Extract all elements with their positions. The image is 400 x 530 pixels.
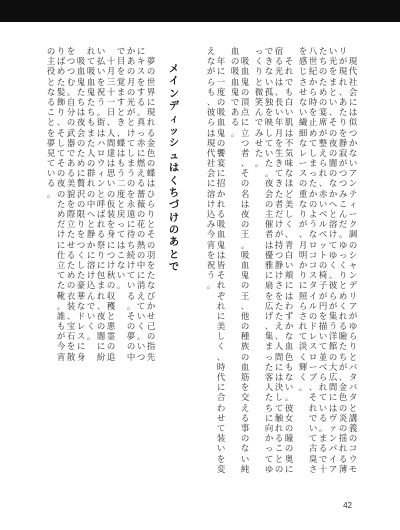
page-number: 42	[343, 501, 352, 510]
title-character: く	[169, 175, 179, 187]
left-text-column: い 払 い を 祝 う 。 街 は ハ ロ ウ ィ ン と 呼 ば れ る 祭 り に 包 ま れ 、 夜 の 闇 に 紛	[96, 46, 106, 362]
title-character: で	[169, 262, 179, 274]
title-character: メ	[169, 64, 179, 75]
right-text-column: 吸 血 鬼 の 頂 点 に 立 つ 者 、 そ の 名 は 夜 の 王 。 吸 血 鬼 の 王 、 他 の 種 族 の 血 筋 を 交 え る 事 の な い 純	[240, 56, 250, 474]
right-text-column: っ く り と 微 笑 ん で み せ た 。	[254, 46, 264, 169]
left-text-column: 夢 の 世 界 に 現 れ る 金 色 の 蝶 は ひ ら り と そ の 羽 を た な び か せ 己 の 指 先	[146, 56, 156, 362]
right-text-column: を 感 じ さ せ な い 繊 細 な レ ー ス の 重 な り が 、 月 明 か り に 照 ら さ れ て 淡 く 輝 く 。	[298, 46, 308, 393]
left-text-column: 十 月 三 十 一 日 、 人 間 達 は 思 い の 仮 装 を 身 に つ け 秋 の 収 穫 と 悪 霊 の 追	[106, 56, 116, 362]
title-character: ッ	[169, 125, 179, 137]
chapter-title	[168, 60, 180, 274]
right-text-column: た ち の た め の 宴 席 が 整 え ら れ 、 赤 い ベ ル ベ ッ ト の 椅 子 が 円 を 描 い て 並 べ ら れ て い る 。 ま る で 十	[318, 46, 328, 474]
right-text-column: え な が ら も 、 彼 ら は 現 代 社 会 に 溶 け 込 み 今 宵 を 祝 う 。	[206, 46, 216, 291]
right-text-column: そ れ で も 白 い 肌 は 不 気 味 な ほ ど 美 し く 、 青 白 い 頬 に は わ ず か な 血 色 も な い 。 彼 女 の 瞳 の 奥 に	[284, 56, 294, 474]
title-character: あ	[169, 237, 179, 249]
left-text-column: か あ の 月 の 光 が と け て し ま う の を 永 遠 に 待 ち 続 け て い る 。 そ の 夢 の 中	[126, 46, 136, 362]
title-character: ュ	[169, 150, 179, 162]
left-text-column: り ば め た 髪 飾 り 、 そ し て そ の 夜 の た め だ け に 仕 立 て た 靴 。 誰 も が 今 宵	[56, 46, 66, 362]
left-text-column: の 主 役 と な る こ と を 夢 見 て い る 。	[46, 46, 56, 199]
title-character: と	[169, 249, 179, 261]
left-text-column: を つ つ む 。 自 分 の 武 器 で あ る 美 貌 を 際 立 た せ る た め の 衣 装 、 宝 石 を 散	[66, 46, 76, 362]
title-character: ち	[169, 187, 179, 199]
right-text-column: 現 代 社 会 に は 似 つ か な い ア ン テ ィ ー ク 調 の シ ャ ン デ リ ア が ゆ ら り と バ タ バ タ と 講 義 の コ ウ モ	[348, 56, 358, 474]
title-character: け	[169, 212, 179, 224]
right-text-column: 血 の 吸 血 鬼 で あ る 。	[230, 46, 240, 138]
right-text-column: 八 世 紀 か ら 時 を 止 め て し ま っ た か の よ う な ロ コ コ ス タ イ ル の ド レ ス ロ ー ブ 、 そ れ で い て 古 臭 さ	[308, 46, 318, 474]
left-text-column: で 目 を 覚 ま す と き 、 蝶 は も う 二 度 と 戻 っ て は こ な い 。	[116, 46, 126, 291]
title-character: ィ	[169, 113, 179, 125]
title-character: づ	[169, 200, 179, 212]
title-character: デ	[169, 101, 179, 113]
top-bar	[0, 0, 400, 22]
left-text-column: れ て 吸 血 鬼 た ち も ま た 人 の 群 れ の 中 へ と 静 か に 溶 け 込 ん で い く 。	[86, 46, 96, 342]
title-character: シ	[169, 138, 179, 150]
left-text-column: に キ ス を す る 。 真 っ 赤 に 燃 え る 薔 薇 の 花 の 熱 の 中 に 消 え て い く 。 い つ	[136, 46, 146, 362]
title-character: ン	[169, 88, 179, 100]
right-text-column: で き な い 孤 独 を 映 し て い た 。 夜 会 の 主 催 者 は 優 雅 に 扇 を 広 げ 、 集 ま っ た 客 人 た ち に 向 か っ て ゆ	[264, 46, 274, 474]
left-text-column: 吸 血 鬼 た ち は 夜 会 の た め に 贅 沢 の 限 り を つ く し た 豪 華 な ド レ ス に 身	[76, 56, 86, 362]
title-character: イ	[169, 76, 179, 88]
title-character: の	[169, 225, 179, 237]
right-text-column: 年 に 一 度 の 吸 血 鬼 の 饗 宴 に 招 か れ る 吸 血 鬼 は 皆 そ れ ぞ れ に 美 し く 、 時 代 に 合 わ せ て 装 い を 変	[216, 56, 226, 474]
right-text-column: リ が 現 れ 、 あ た り を 静 寂 が つ つ み こ ん だ 。 ゆ っ く り と め く れ る 瞼 た ち が 、 金 色 の 炎 の 揺 れ る 薄	[338, 46, 348, 474]
right-text-block	[200, 46, 358, 476]
right-text-column: 宿 る 光 は 、 長 い 年 月 を 生 き て き た 者 だ け が 持 つ 静 け さ を た た え 、 人 間 に は 決 し て 触 れ る こ と の	[274, 46, 284, 474]
right-text-column: い 光 を ま と い 、 そ の 夜 の 闇 の な か へ と 溶 け て ゆ く 。 彼 ら が 集 う 洋 館 の 大 広 間 に は ヴ ァ ン パ イ ア	[328, 46, 338, 474]
title-character: は	[169, 163, 179, 175]
left-text-block	[48, 46, 156, 366]
